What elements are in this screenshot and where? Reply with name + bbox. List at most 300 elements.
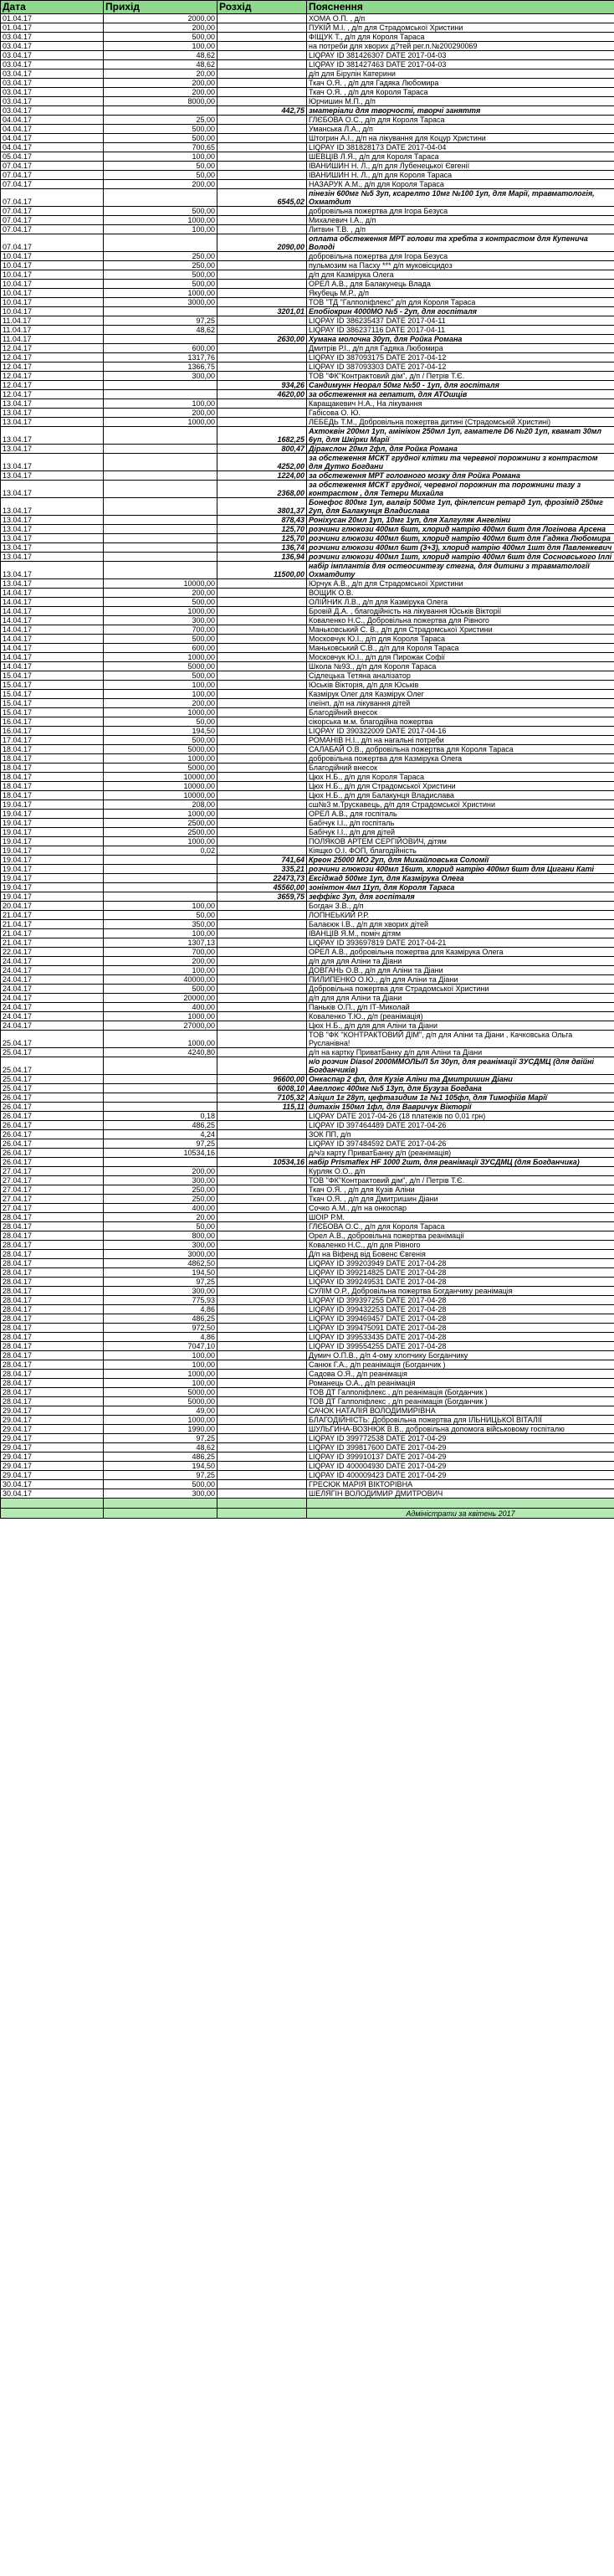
cell-date: 27.04.17 bbox=[1, 1185, 104, 1195]
cell-date: 19.04.17 bbox=[1, 828, 104, 837]
cell-income: 350,00 bbox=[104, 920, 217, 929]
spacer-cell bbox=[1, 1499, 104, 1509]
cell-expense bbox=[217, 409, 307, 418]
cell-description: Богдан З.В., д/п bbox=[307, 902, 614, 911]
cell-description: Маньковський С. В., д/п для Страдомської Христини bbox=[307, 625, 614, 635]
table-row bbox=[1, 1130, 614, 1139]
cell-date: 24.04.17 bbox=[1, 985, 104, 994]
cell-date: 11.04.17 bbox=[1, 316, 104, 326]
cell-expense: 136,74 bbox=[217, 543, 307, 553]
table-row bbox=[1, 966, 614, 975]
cell-income: 100,00 bbox=[104, 966, 217, 975]
cell-date: 28.04.17 bbox=[1, 1342, 104, 1351]
table-row bbox=[1, 534, 614, 543]
cell-income: 4,24 bbox=[104, 1130, 217, 1139]
cell-date: 07.04.17 bbox=[1, 225, 104, 234]
cell-expense bbox=[217, 690, 307, 699]
cell-date: 28.04.17 bbox=[1, 1379, 104, 1388]
cell-description: ЛЕБЕДЬ Т.М., Добровільна пожертва дитині (Страдомській Христині) bbox=[307, 418, 614, 427]
cell-expense: 800,47 bbox=[217, 445, 307, 454]
cell-description: за обстеження МСКТ грудної клітки та черевної порожнини з контрастом для Дутко Богдани bbox=[307, 454, 614, 471]
cell-income: 10000,00 bbox=[104, 773, 217, 782]
cell-income: 5000,00 bbox=[104, 1388, 217, 1397]
cell-income: 5000,00 bbox=[104, 745, 217, 754]
cell-date: 22.04.17 bbox=[1, 948, 104, 957]
cell-date: 13.04.17 bbox=[1, 562, 104, 579]
cell-expense bbox=[217, 589, 307, 598]
cell-date: 19.04.17 bbox=[1, 892, 104, 902]
cell-expense bbox=[217, 1388, 307, 1397]
table-row bbox=[1, 1314, 614, 1324]
cell-description: д/п на картку ПриватБанку д/п для Аліни та Діани bbox=[307, 1048, 614, 1057]
cell-expense bbox=[217, 994, 307, 1003]
cell-description: на потреби для хворих д?тей рег.п.№200290069 bbox=[307, 42, 614, 51]
cell-description: ТОВ "ФК"Контрактовий дім", д/п / Петрів Т.Є. bbox=[307, 372, 614, 381]
cell-date: 30.04.17 bbox=[1, 1480, 104, 1489]
table-row bbox=[1, 1388, 614, 1397]
table-row bbox=[1, 856, 614, 865]
cell-expense bbox=[217, 14, 307, 23]
cell-expense bbox=[217, 819, 307, 828]
cell-date: 18.04.17 bbox=[1, 773, 104, 782]
cell-expense bbox=[217, 180, 307, 189]
cell-description: ЗОК ПП, д/п bbox=[307, 1130, 614, 1139]
cell-description: БЛАГОДІЙНІСТЬ: Добровільна пожертва для ІЛЬНИЦЬКОЇ ВІТАЛІЇ bbox=[307, 1416, 614, 1425]
table-row bbox=[1, 1397, 614, 1406]
table-row bbox=[1, 106, 614, 116]
cell-date: 19.04.17 bbox=[1, 874, 104, 883]
cell-date: 12.04.17 bbox=[1, 362, 104, 372]
cell-income: 194,50 bbox=[104, 1268, 217, 1278]
cell-date: 29.04.17 bbox=[1, 1406, 104, 1416]
table-row bbox=[1, 225, 614, 234]
cell-expense bbox=[217, 782, 307, 791]
cell-income bbox=[104, 106, 217, 116]
cell-expense bbox=[217, 280, 307, 289]
cell-date: 26.04.17 bbox=[1, 1112, 104, 1121]
cell-expense: 878,43 bbox=[217, 516, 307, 525]
cell-income: 4862,50 bbox=[104, 1259, 217, 1268]
cell-income: 200,00 bbox=[104, 180, 217, 189]
cell-income: 500,00 bbox=[104, 736, 217, 745]
table-row bbox=[1, 754, 614, 764]
cell-income: 250,00 bbox=[104, 1195, 217, 1204]
cell-expense bbox=[217, 1031, 307, 1048]
cell-description: LIQPAY ID 386235437 DATE 2017-04-11 bbox=[307, 316, 614, 326]
cell-expense bbox=[217, 152, 307, 162]
cell-expense bbox=[217, 1342, 307, 1351]
cell-income: 100,00 bbox=[104, 690, 217, 699]
cell-date: 10.04.17 bbox=[1, 261, 104, 270]
cell-expense bbox=[217, 1314, 307, 1324]
cell-income: 100,00 bbox=[104, 399, 217, 409]
footer-out bbox=[217, 1509, 307, 1519]
table-row bbox=[1, 1324, 614, 1333]
cell-income: 1000,00 bbox=[104, 418, 217, 427]
cell-date: 14.04.17 bbox=[1, 662, 104, 671]
table-row bbox=[1, 525, 614, 534]
cell-income: 5000,00 bbox=[104, 662, 217, 671]
footer-date bbox=[1, 1509, 104, 1519]
cell-expense bbox=[217, 1324, 307, 1333]
cell-date: 04.04.17 bbox=[1, 116, 104, 125]
cell-description: Епобіокрин 4000МО №5 - 2уп, для госпіталя bbox=[307, 307, 614, 316]
cell-description: Цюх Н.Б., д/п для Страдомської Христини bbox=[307, 782, 614, 791]
cell-income: 600,00 bbox=[104, 644, 217, 653]
cell-description: ГЛЄБОВА О.С., д/п для Короля Тараса bbox=[307, 1222, 614, 1231]
cell-description: ОРЕЛ А.В., для госпіталь bbox=[307, 810, 614, 819]
cell-expense bbox=[217, 929, 307, 938]
cell-expense bbox=[217, 1443, 307, 1453]
cell-date: 21.04.17 bbox=[1, 929, 104, 938]
cell-description: добровільна пожертва для Ігора Безуса bbox=[307, 252, 614, 261]
cell-expense: 741,64 bbox=[217, 856, 307, 865]
cell-expense bbox=[217, 216, 307, 225]
cell-date: 13.04.17 bbox=[1, 409, 104, 418]
cell-date: 28.04.17 bbox=[1, 1360, 104, 1370]
cell-expense: 125,70 bbox=[217, 525, 307, 534]
cell-description: Московчук Ю.І., д/п для Короля Тараса bbox=[307, 635, 614, 644]
cell-expense bbox=[217, 745, 307, 754]
cell-description: Курляк О.О., д/п bbox=[307, 1167, 614, 1176]
cell-expense bbox=[217, 69, 307, 79]
table-row bbox=[1, 1003, 614, 1012]
cell-date: 01.04.17 bbox=[1, 14, 104, 23]
cell-income: 200,00 bbox=[104, 957, 217, 966]
cell-description: Казмірук Олег для Казмірук Олег bbox=[307, 690, 614, 699]
cell-income: 500,00 bbox=[104, 985, 217, 994]
table-row bbox=[1, 1158, 614, 1167]
cell-description: Школа №93., д/п для Короля Тараса bbox=[307, 662, 614, 671]
cell-description: LIQPAY ID 399397255 DATE 2017-04-28 bbox=[307, 1296, 614, 1305]
cell-expense bbox=[217, 598, 307, 607]
cell-income: 600,00 bbox=[104, 344, 217, 353]
cell-date: 26.04.17 bbox=[1, 1139, 104, 1149]
cell-date: 13.04.17 bbox=[1, 399, 104, 409]
cell-income: 50,00 bbox=[104, 171, 217, 180]
cell-income: 100,00 bbox=[104, 152, 217, 162]
cell-income: 500,00 bbox=[104, 671, 217, 681]
cell-expense bbox=[217, 1278, 307, 1287]
cell-description: LIQPAY ID 387093175 DATE 2017-04-12 bbox=[307, 353, 614, 362]
cell-expense bbox=[217, 1489, 307, 1499]
cell-income bbox=[104, 1093, 217, 1103]
cell-description: Благодійний внесок bbox=[307, 708, 614, 717]
table-row bbox=[1, 307, 614, 316]
cell-date: 07.04.17 bbox=[1, 216, 104, 225]
cell-income: 200,00 bbox=[104, 1167, 217, 1176]
cell-description: ШЕВЦІВ Л.Я., д/п для Короля Тараса bbox=[307, 152, 614, 162]
cell-date: 12.04.17 bbox=[1, 353, 104, 362]
cell-description: д/п для для Аліни та Діани bbox=[307, 957, 614, 966]
cell-date: 29.04.17 bbox=[1, 1425, 104, 1434]
cell-date: 26.04.17 bbox=[1, 1130, 104, 1139]
cell-date: 11.04.17 bbox=[1, 326, 104, 335]
cell-expense bbox=[217, 957, 307, 966]
cell-date: 14.04.17 bbox=[1, 653, 104, 662]
cell-description: LIQPAY ID 399214825 DATE 2017-04-28 bbox=[307, 1268, 614, 1278]
cell-date: 24.04.17 bbox=[1, 994, 104, 1003]
cell-date: 04.04.17 bbox=[1, 134, 104, 143]
table-row bbox=[1, 589, 614, 598]
cell-date: 14.04.17 bbox=[1, 635, 104, 644]
cell-expense bbox=[217, 1416, 307, 1425]
cell-date: 16.04.17 bbox=[1, 717, 104, 727]
cell-expense bbox=[217, 1434, 307, 1443]
cell-income bbox=[104, 892, 217, 902]
table-row bbox=[1, 454, 614, 471]
table-row bbox=[1, 681, 614, 690]
cell-date: 10.04.17 bbox=[1, 307, 104, 316]
cell-description: ТОВ ДТ Галполіфлекс , д/п реанімація (Богданчик ) bbox=[307, 1397, 614, 1406]
table-row bbox=[1, 938, 614, 948]
cell-income: 1000,00 bbox=[104, 289, 217, 298]
cell-description: д/ч/з карту ПриватБанку д/п (реанімація) bbox=[307, 1149, 614, 1158]
cell-date: 13.04.17 bbox=[1, 498, 104, 516]
table-row bbox=[1, 1112, 614, 1121]
cell-description: LIQPAY ID 397464489 DATE 2017-04-26 bbox=[307, 1121, 614, 1130]
table-row bbox=[1, 662, 614, 671]
cell-expense bbox=[217, 42, 307, 51]
cell-expense bbox=[217, 1351, 307, 1360]
cell-income: 2500,00 bbox=[104, 819, 217, 828]
cell-date: 21.04.17 bbox=[1, 920, 104, 929]
cell-income: 0,18 bbox=[104, 1112, 217, 1121]
table-row bbox=[1, 326, 614, 335]
cell-date: 18.04.17 bbox=[1, 745, 104, 754]
cell-expense bbox=[217, 1213, 307, 1222]
cell-expense bbox=[217, 985, 307, 994]
table-row bbox=[1, 88, 614, 97]
cell-description: LIQPAY ID 397484592 DATE 2017-04-26 bbox=[307, 1139, 614, 1149]
cell-description: Азіцил 1г 28уп, цефтазидим 1г №1 105фл, для Тимофійв Марії bbox=[307, 1093, 614, 1103]
cell-description: ІВАНЦІВ Я.М., поміч дітям bbox=[307, 929, 614, 938]
cell-income: 97,25 bbox=[104, 1434, 217, 1443]
table-row bbox=[1, 1121, 614, 1130]
cell-expense bbox=[217, 975, 307, 985]
cell-income bbox=[104, 390, 217, 399]
cell-expense: 96600,00 bbox=[217, 1075, 307, 1084]
table-row bbox=[1, 1406, 614, 1416]
cell-expense: 115,11 bbox=[217, 1103, 307, 1112]
cell-expense bbox=[217, 1360, 307, 1370]
table-row bbox=[1, 516, 614, 525]
cell-expense bbox=[217, 372, 307, 381]
cell-description: Юрчук А.В., д/п для Страдомської Христини bbox=[307, 579, 614, 589]
cell-date: 27.04.17 bbox=[1, 1167, 104, 1176]
cell-income: 48,62 bbox=[104, 60, 217, 69]
footer-in bbox=[104, 1509, 217, 1519]
cell-income: 20000,00 bbox=[104, 994, 217, 1003]
cell-date: 19.04.17 bbox=[1, 837, 104, 846]
cell-income: 500,00 bbox=[104, 33, 217, 42]
cell-expense: 11500,00 bbox=[217, 562, 307, 579]
cell-description: Думич О.П.В., д/п 4-ому хлопчику Богданчику bbox=[307, 1351, 614, 1360]
cell-expense bbox=[217, 948, 307, 957]
table-row bbox=[1, 644, 614, 653]
cell-income bbox=[104, 381, 217, 390]
table-row bbox=[1, 902, 614, 911]
cell-income: 500,00 bbox=[104, 134, 217, 143]
cell-income: 100,00 bbox=[104, 681, 217, 690]
cell-description: ТОВ "ТД "Галполіфлекс" д/п для Короля Тараса bbox=[307, 298, 614, 307]
cell-income: 1000,00 bbox=[104, 607, 217, 616]
cell-expense bbox=[217, 344, 307, 353]
cell-date: 26.04.17 bbox=[1, 1158, 104, 1167]
table-row bbox=[1, 445, 614, 454]
cell-description: Роніхусан 20мл 1уп, 10мг 1уп, для Халгуляк Ангеліни bbox=[307, 516, 614, 525]
cell-income bbox=[104, 525, 217, 534]
table-row bbox=[1, 837, 614, 846]
cell-description: Ткач О.Я. , д/п для Кузів Аліни bbox=[307, 1185, 614, 1195]
table-row bbox=[1, 810, 614, 819]
cell-date: 17.04.17 bbox=[1, 736, 104, 745]
cell-date: 13.04.17 bbox=[1, 418, 104, 427]
cell-expense bbox=[217, 635, 307, 644]
cell-income bbox=[104, 471, 217, 481]
table-row bbox=[1, 189, 614, 207]
cell-description: розчини глюкози 400мл 16шт, хлорид натрію 400мл 6шт для Цигани Каті bbox=[307, 865, 614, 874]
cell-income: 40000,00 bbox=[104, 975, 217, 985]
cell-description: Коваленко Н.С., д/п для Рівного bbox=[307, 1241, 614, 1250]
cell-description: Орел А.В., добровільна пожертва реанімації bbox=[307, 1231, 614, 1241]
cell-income: 10000,00 bbox=[104, 791, 217, 800]
table-row bbox=[1, 280, 614, 289]
cell-income: 100,00 bbox=[104, 1379, 217, 1388]
cell-income: 200,00 bbox=[104, 589, 217, 598]
table-row bbox=[1, 1434, 614, 1443]
cell-income: 300,00 bbox=[104, 1489, 217, 1499]
cell-date: 26.04.17 bbox=[1, 1121, 104, 1130]
table-row bbox=[1, 1167, 614, 1176]
cell-expense: 45560,00 bbox=[217, 883, 307, 892]
cell-income: 5000,00 bbox=[104, 1397, 217, 1406]
cell-date: 03.04.17 bbox=[1, 60, 104, 69]
cell-date: 24.04.17 bbox=[1, 1012, 104, 1021]
cell-date: 14.04.17 bbox=[1, 607, 104, 616]
cell-description: LIQPAY ID 393697819 DATE 2017-04-21 bbox=[307, 938, 614, 948]
table-row bbox=[1, 1222, 614, 1231]
cell-income: 20,00 bbox=[104, 69, 217, 79]
cell-description: LIQPAY ID 386237116 DATE 2017-04-11 bbox=[307, 326, 614, 335]
table-row bbox=[1, 1021, 614, 1031]
cell-date: 28.04.17 bbox=[1, 1259, 104, 1268]
cell-income: 97,25 bbox=[104, 1471, 217, 1480]
cell-description: ТОВ "ФК "КОНТРАКТОВИЙ ДІМ", д/п для Аліни та Діани , Качковська Ольга Русланівна! bbox=[307, 1031, 614, 1048]
cell-date: 27.04.17 bbox=[1, 1204, 104, 1213]
cell-expense: 136,94 bbox=[217, 553, 307, 562]
table-row bbox=[1, 1093, 614, 1103]
table-row bbox=[1, 1012, 614, 1021]
header-income: Прихід bbox=[104, 1, 217, 14]
cell-description: САЛАБАЙ О.В., добровільна пожертва для Короля Тараса bbox=[307, 745, 614, 754]
cell-income: 3000,00 bbox=[104, 298, 217, 307]
cell-income: 100,00 bbox=[104, 42, 217, 51]
cell-date: 24.04.17 bbox=[1, 966, 104, 975]
cell-date: 12.04.17 bbox=[1, 381, 104, 390]
cell-income bbox=[104, 454, 217, 471]
cell-description: ГЛЄБОВА О.С., д/п для Короля Тараса bbox=[307, 116, 614, 125]
cell-description: ТОВ "ФК"Контрактовий дім", д/п / Петрів Т.Є. bbox=[307, 1176, 614, 1185]
cell-date: 12.04.17 bbox=[1, 372, 104, 381]
table-row bbox=[1, 1480, 614, 1489]
cell-description: Штогрин А.І., д/п на лікування для Коцур Христини bbox=[307, 134, 614, 143]
table-row bbox=[1, 948, 614, 957]
cell-income: 775,93 bbox=[104, 1296, 217, 1305]
cell-income: 200,00 bbox=[104, 88, 217, 97]
cell-expense bbox=[217, 699, 307, 708]
cell-income: 1000,00 bbox=[104, 1012, 217, 1021]
cell-expense bbox=[217, 261, 307, 270]
cell-description: ВОЩИК О.В. bbox=[307, 589, 614, 598]
cell-expense bbox=[217, 23, 307, 33]
cell-income: 48,62 bbox=[104, 326, 217, 335]
cell-income: 2500,00 bbox=[104, 828, 217, 837]
cell-description: LIQPAY ID 399554255 DATE 2017-04-28 bbox=[307, 1342, 614, 1351]
table-row bbox=[1, 1204, 614, 1213]
cell-date: 07.04.17 bbox=[1, 234, 104, 252]
cell-date: 15.04.17 bbox=[1, 681, 104, 690]
table-row bbox=[1, 1342, 614, 1351]
cell-expense bbox=[217, 754, 307, 764]
cell-date: 13.04.17 bbox=[1, 454, 104, 471]
cell-date: 26.04.17 bbox=[1, 1093, 104, 1103]
cell-description: ШЕЛЯГІН ВОЛОДИМИР ДМИТРОВИЧ bbox=[307, 1489, 614, 1499]
table-row bbox=[1, 1443, 614, 1453]
cell-expense bbox=[217, 1112, 307, 1121]
table-row bbox=[1, 1231, 614, 1241]
cell-description: Ахтоквін 200мл 1уп, амінікон 250мл 1уп, гамателе D6 №20 1уп, квамат 30мл 6уп, для Шкірки Марії bbox=[307, 427, 614, 445]
cell-date: 28.04.17 bbox=[1, 1278, 104, 1287]
cell-date: 24.04.17 bbox=[1, 957, 104, 966]
table-row bbox=[1, 883, 614, 892]
cell-date: 29.04.17 bbox=[1, 1462, 104, 1471]
cell-expense bbox=[217, 773, 307, 782]
cell-income bbox=[104, 856, 217, 865]
cell-expense bbox=[217, 1397, 307, 1406]
cell-expense bbox=[217, 97, 307, 106]
cell-date: 03.04.17 bbox=[1, 106, 104, 116]
cell-date: 29.04.17 bbox=[1, 1471, 104, 1480]
cell-expense bbox=[217, 1305, 307, 1314]
table-row bbox=[1, 690, 614, 699]
cell-income: 250,00 bbox=[104, 252, 217, 261]
cell-description: LIQPAY ID 399817600 DATE 2017-04-29 bbox=[307, 1443, 614, 1453]
table-row bbox=[1, 1213, 614, 1222]
table-row bbox=[1, 372, 614, 381]
cell-description: ЛОПНЕЬКИЙ Р.Р. bbox=[307, 911, 614, 920]
cell-date: 29.04.17 bbox=[1, 1443, 104, 1453]
table-row bbox=[1, 1278, 614, 1287]
cell-income: 50,00 bbox=[104, 717, 217, 727]
table-row bbox=[1, 270, 614, 280]
table-row bbox=[1, 298, 614, 307]
cell-description: розчини глюкози 400мл 1шт, хлорид натрію 400мл 6шт для Сосновського Іллі bbox=[307, 553, 614, 562]
cell-date: 28.04.17 bbox=[1, 1268, 104, 1278]
cell-expense bbox=[217, 625, 307, 635]
cell-date: 16.04.17 bbox=[1, 727, 104, 736]
table-row bbox=[1, 1360, 614, 1370]
cell-expense bbox=[217, 671, 307, 681]
cell-expense bbox=[217, 644, 307, 653]
table-row bbox=[1, 553, 614, 562]
cell-description: ОРЕЛ А.В., добровільна пожертва для Казмірука Олега bbox=[307, 948, 614, 957]
cell-income bbox=[104, 883, 217, 892]
cell-income: 2000,00 bbox=[104, 14, 217, 23]
cell-expense: 2090,00 bbox=[217, 234, 307, 252]
cell-date: 14.04.17 bbox=[1, 598, 104, 607]
cell-date: 18.04.17 bbox=[1, 791, 104, 800]
